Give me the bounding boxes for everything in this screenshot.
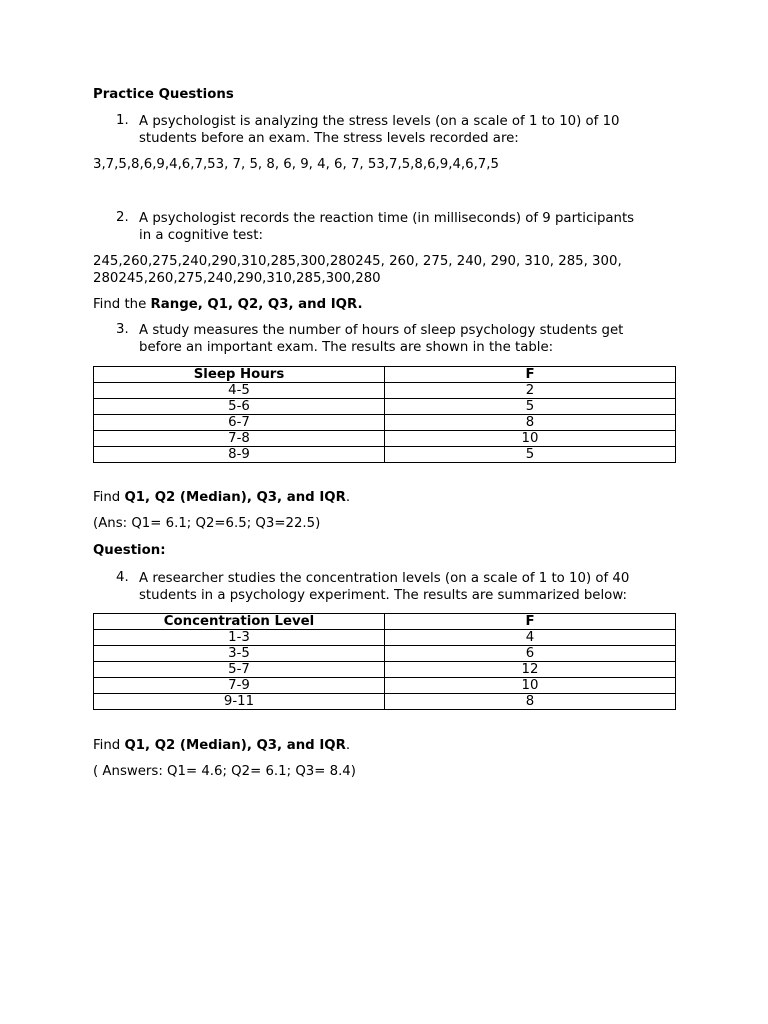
column-header: F xyxy=(385,367,676,383)
column-header: Concentration Level xyxy=(94,614,385,630)
table-cell: 1-3 xyxy=(94,630,385,646)
q2-data xyxy=(93,253,622,287)
table-cell: 6 xyxy=(385,646,676,662)
sleep-hours-table xyxy=(93,366,676,463)
find-prefix: Find the xyxy=(93,297,151,312)
find-prefix: Find xyxy=(93,490,125,505)
table-row xyxy=(94,431,676,447)
find-bold: Range, Q1, Q2, Q3, and IQR. xyxy=(150,297,363,312)
page-heading: Practice Questions xyxy=(93,87,234,102)
question-number: 4. xyxy=(116,570,129,585)
table-row xyxy=(94,383,676,399)
question-number: 2. xyxy=(116,210,129,225)
q1-data: 3,7,5,8,6,9,4,6,7,53, 7, 5, 8, 6, 9, 4, 6, 7, 53,7,5,8,6,9,4,6,7,5 xyxy=(93,157,499,172)
q3-answer: (Ans: Q1= 6.1; Q2=6.5; Q3=22.5) xyxy=(93,516,321,531)
table-cell: 5-6 xyxy=(94,399,385,415)
table-row xyxy=(94,415,676,431)
concentration-level-table xyxy=(93,613,676,710)
question-line: in a cognitive test: xyxy=(139,228,263,243)
table-cell: 9-11 xyxy=(94,694,385,710)
find-suffix: . xyxy=(345,490,351,505)
question-line: A study measures the number of hours of sleep psychology students get xyxy=(139,323,624,338)
table-cell: 8 xyxy=(385,694,676,710)
q2-find-instruction xyxy=(93,297,363,312)
table-cell: 5 xyxy=(385,447,676,463)
table-row xyxy=(94,646,676,662)
find-suffix: . xyxy=(345,738,351,753)
question-number: 3. xyxy=(116,322,129,337)
table-cell: 4-5 xyxy=(94,383,385,399)
table-cell: 8 xyxy=(385,415,676,431)
table-header-row xyxy=(94,614,676,630)
table-cell: 10 xyxy=(385,431,676,447)
table-row xyxy=(94,447,676,463)
question-line: students in a psychology experiment. The results are summarized below: xyxy=(139,588,627,603)
q3-find-instruction xyxy=(93,490,350,505)
table-cell: 12 xyxy=(385,662,676,678)
question-line: students before an exam. The stress levels recorded are: xyxy=(139,131,519,146)
table-cell: 3-5 xyxy=(94,646,385,662)
question-text xyxy=(139,210,684,244)
find-bold: Q1, Q2 (Median), Q3, and IQR xyxy=(124,738,346,753)
question-line: A psychologist is analyzing the stress levels (on a scale of 1 to 10) of 10 xyxy=(139,114,620,129)
question-line: before an important exam. The results are shown in the table: xyxy=(139,340,554,355)
question-text xyxy=(139,113,684,147)
table-cell: 5-7 xyxy=(94,662,385,678)
question-text xyxy=(139,322,684,356)
table-row xyxy=(94,694,676,710)
table-header-row xyxy=(94,367,676,383)
q4-find-instruction xyxy=(93,738,350,753)
table-row xyxy=(94,662,676,678)
question-text xyxy=(139,570,684,604)
find-bold: Q1, Q2 (Median), Q3, and IQR xyxy=(124,490,346,505)
table-cell: 2 xyxy=(385,383,676,399)
table-row xyxy=(94,399,676,415)
table-cell: 4 xyxy=(385,630,676,646)
table-row xyxy=(94,678,676,694)
question-number: 1. xyxy=(116,113,129,128)
data-line: 245,260,275,240,290,310,285,300,280245, 260, 275, 240, 290, 310, 285, 300, xyxy=(93,254,622,269)
table-cell: 7-9 xyxy=(94,678,385,694)
q4-answer: ( Answers: Q1= 4.6; Q2= 6.1; Q3= 8.4) xyxy=(93,764,356,779)
question-line: A psychologist records the reaction time (in milliseconds) of 9 participants xyxy=(139,211,635,226)
data-line: 280245,260,275,240,290,310,285,300,280 xyxy=(93,271,381,286)
table-cell: 5 xyxy=(385,399,676,415)
table-cell: 8-9 xyxy=(94,447,385,463)
column-header: Sleep Hours xyxy=(94,367,385,383)
question-label: Question: xyxy=(93,543,166,558)
column-header: F xyxy=(385,614,676,630)
table-cell: 6-7 xyxy=(94,415,385,431)
table-cell: 7-8 xyxy=(94,431,385,447)
table-cell: 10 xyxy=(385,678,676,694)
question-line: A researcher studies the concentration levels (on a scale of 1 to 10) of 40 xyxy=(139,571,630,586)
find-prefix: Find xyxy=(93,738,125,753)
table-row xyxy=(94,630,676,646)
